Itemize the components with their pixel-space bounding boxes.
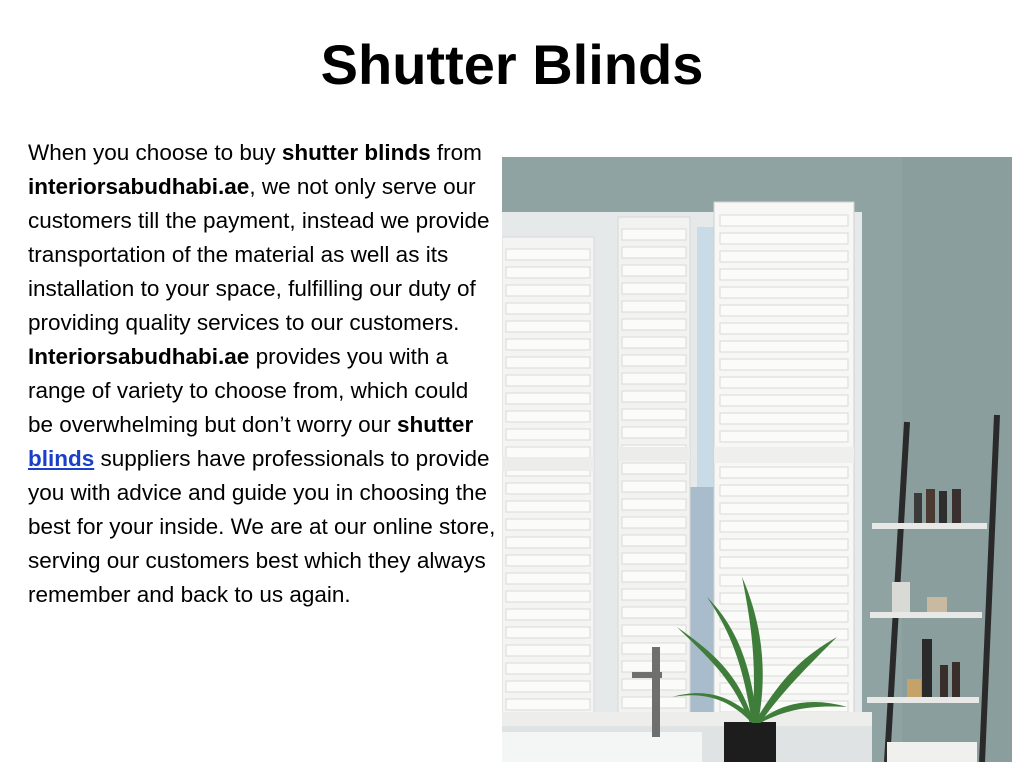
shutter-slat [720, 215, 848, 226]
shutter-slat [506, 501, 590, 512]
shutter-slat [720, 395, 848, 406]
bold-shutter-blinds: shutter blinds [281, 140, 431, 165]
shutter-slat [506, 339, 590, 350]
shutter-slat [720, 359, 848, 370]
shutter-slat [622, 499, 686, 510]
shutter-slat [506, 681, 590, 692]
shutter-slat [622, 373, 686, 384]
bold-shutter: shutter [396, 412, 474, 437]
shutter-slat [506, 519, 590, 530]
shutter-slat [720, 539, 848, 550]
shutter-slat [622, 409, 686, 420]
shutter-slat [720, 665, 848, 676]
shutter-slat [622, 517, 686, 528]
shutter-slat [506, 591, 590, 602]
shutter-slat [720, 629, 848, 640]
shutter-slat [720, 503, 848, 514]
shutter-slat [720, 377, 848, 388]
text-span: , we not only serve our customers till the payment, instead we provide transportation of the material as well as its installation to your space, fulfilling our duty of providing quality services to our customers. [28, 174, 490, 335]
shutter-slat [622, 247, 686, 258]
shutter-slat [720, 341, 848, 352]
shutter-slat [506, 411, 590, 422]
shutter-slat [506, 447, 590, 458]
shutter-slat [506, 537, 590, 548]
paragraph-2 [28, 340, 498, 612]
shutter-slat [622, 427, 686, 438]
shutter-slat [720, 485, 848, 496]
shutter-slat [622, 589, 686, 600]
shutter-slat [506, 267, 590, 278]
shutter-window-photo [502, 157, 1012, 762]
shutter-slat [506, 573, 590, 584]
shutter-slat [622, 571, 686, 582]
shutter-slat [622, 607, 686, 618]
shutter-slat [506, 483, 590, 494]
shutter-slat [720, 467, 848, 478]
shutter-slat [622, 481, 686, 492]
shutter-slat [720, 269, 848, 280]
shutter-slat [506, 663, 590, 674]
shutter-slat [506, 375, 590, 386]
shutter-slat [622, 265, 686, 276]
shutter-slat [622, 319, 686, 330]
shutter-slat [506, 357, 590, 368]
shutter-slat [506, 627, 590, 638]
shutter-slat [720, 413, 848, 424]
shutter-slat [720, 557, 848, 568]
shutter-slat [720, 431, 848, 442]
shutter-slat [622, 283, 686, 294]
shutter-slat [506, 429, 590, 440]
shutter-slat [622, 535, 686, 546]
shutter-slat [622, 625, 686, 636]
shutter-slat [506, 645, 590, 656]
shutter-slat [622, 337, 686, 348]
shutter-slat [506, 321, 590, 332]
shutter-slat [622, 301, 686, 312]
bold-site-name: interiorsabudhabi.ae [28, 174, 250, 199]
shutter-slat [622, 553, 686, 564]
shutter-slat [506, 699, 590, 710]
shutter-slat [506, 285, 590, 296]
text-span: suppliers have professionals to provide you with advice and guide you in choosing the best for your inside. We are at our online store, serving our customers best which they always remember and back to us again. [28, 446, 496, 607]
slide-title: Shutter Blinds [320, 33, 704, 96]
shutter-slat [506, 303, 590, 314]
body-text [28, 136, 498, 612]
shutter-slat [720, 611, 848, 622]
shutter-slat [720, 575, 848, 586]
shutter-slat [720, 521, 848, 532]
text-span: from [430, 140, 482, 165]
shutter-slat [720, 593, 848, 604]
shutter-slat [720, 233, 848, 244]
shutter-slat [506, 555, 590, 566]
shutter-slat [720, 305, 848, 316]
shutter-slat [506, 609, 590, 620]
blinds-link[interactable]: blinds [28, 446, 95, 471]
shutter-slat [622, 229, 686, 240]
shutter-slat [622, 355, 686, 366]
paragraph-1 [28, 136, 498, 340]
shutter-slat [720, 323, 848, 334]
shutter-slat [622, 463, 686, 474]
bold-site-name-2: Interiorsabudhabi.ae [28, 344, 250, 369]
shutter-slat [506, 249, 590, 260]
text-span: provides you with a range of variety to choose from, which could be overwhelming but don’t worry our [28, 344, 469, 437]
shutter-slat [720, 251, 848, 262]
shutter-slat [506, 393, 590, 404]
shutter-slat [720, 287, 848, 298]
text-span: When you choose to buy [28, 140, 282, 165]
shutter-slat [622, 391, 686, 402]
